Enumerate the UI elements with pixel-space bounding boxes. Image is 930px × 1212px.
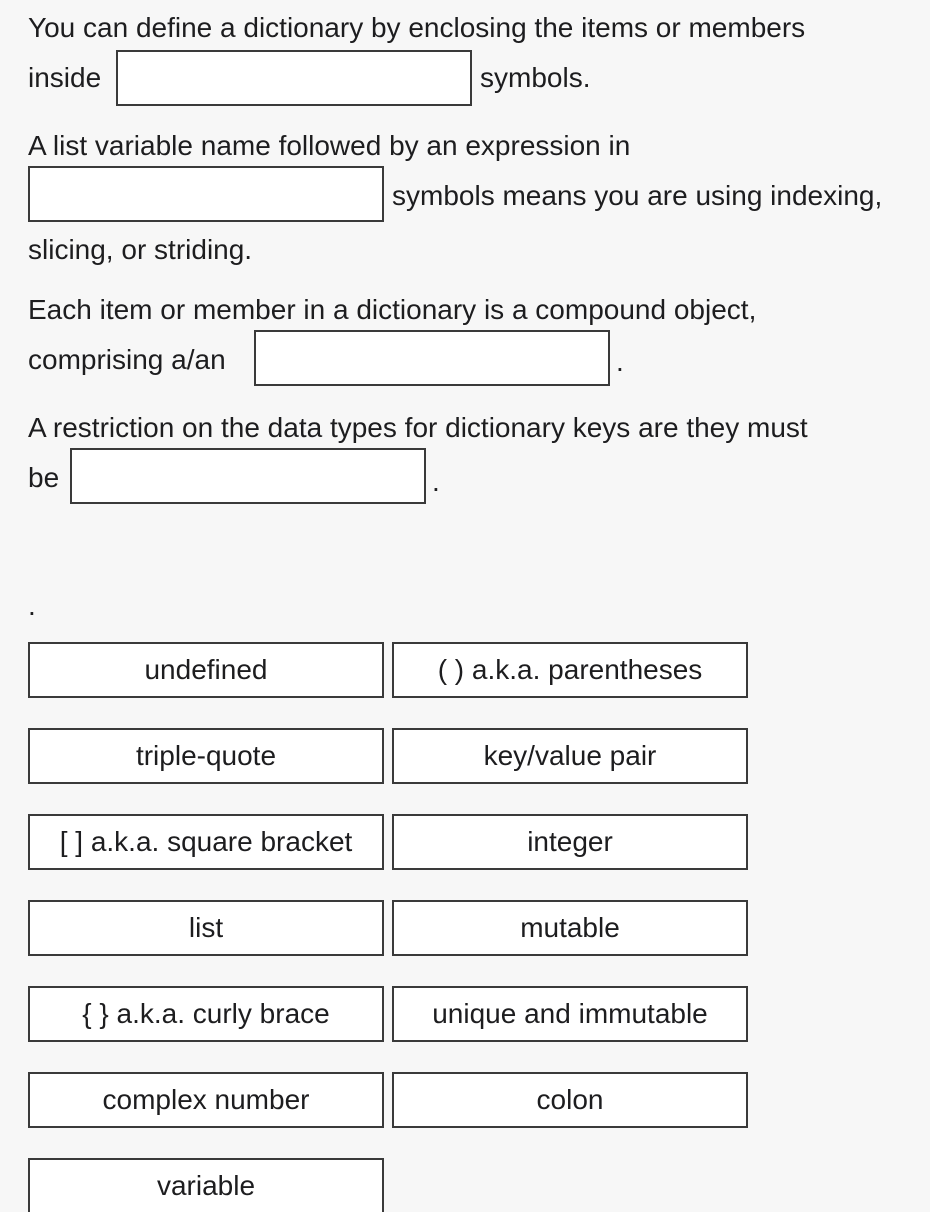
option-integer[interactable]: integer: [392, 814, 748, 870]
question-4-drop-zone[interactable]: [70, 448, 426, 504]
question-2-line-3: slicing, or striding.: [28, 234, 253, 265]
option-triple-quote[interactable]: triple-quote: [28, 728, 384, 784]
option-list[interactable]: list: [28, 900, 384, 956]
option-key-value-pair[interactable]: key/value pair: [392, 728, 748, 784]
question-1: [28, 14, 928, 114]
question-4: [28, 414, 928, 514]
question-1-line-2-label: inside: [28, 62, 102, 93]
option-mutable[interactable]: mutable: [392, 900, 748, 956]
option-unique-and-immutable[interactable]: unique and immutable: [392, 986, 748, 1042]
question-3-after-text: .: [616, 346, 624, 377]
option-complex-number[interactable]: complex number: [28, 1072, 384, 1128]
question-1-line-1: You can define a dictionary by enclosing the items or members: [28, 12, 806, 43]
question-2-line-1: A list variable name followed by an expression in: [28, 130, 631, 161]
option-colon[interactable]: colon: [392, 1072, 748, 1128]
question-3: [28, 296, 928, 396]
question-2-after-text: symbols means you are using indexing,: [392, 180, 883, 211]
option-parentheses[interactable]: ( ) a.k.a. parentheses: [392, 642, 748, 698]
question-1-drop-zone[interactable]: [116, 50, 472, 106]
question-3-line-2-label: comprising a/an: [28, 344, 226, 375]
stray-period: .: [28, 590, 36, 621]
option-undefined[interactable]: undefined: [28, 642, 384, 698]
question-4-line-1: A restriction on the data types for dictionary keys are they must: [28, 412, 808, 443]
option-variable[interactable]: variable: [28, 1158, 384, 1212]
option-curly-brace[interactable]: { } a.k.a. curly brace: [28, 986, 384, 1042]
option-square-bracket[interactable]: [ ] a.k.a. square bracket: [28, 814, 384, 870]
question-1-after-text: symbols.: [480, 62, 591, 93]
question-4-after-text: .: [432, 466, 440, 497]
question-2: [28, 132, 928, 272]
question-3-drop-zone[interactable]: [254, 330, 610, 386]
question-4-line-2-label: be: [28, 462, 60, 493]
question-2-drop-zone[interactable]: [28, 166, 384, 222]
question-3-line-1: Each item or member in a dictionary is a compound object,: [28, 294, 757, 325]
